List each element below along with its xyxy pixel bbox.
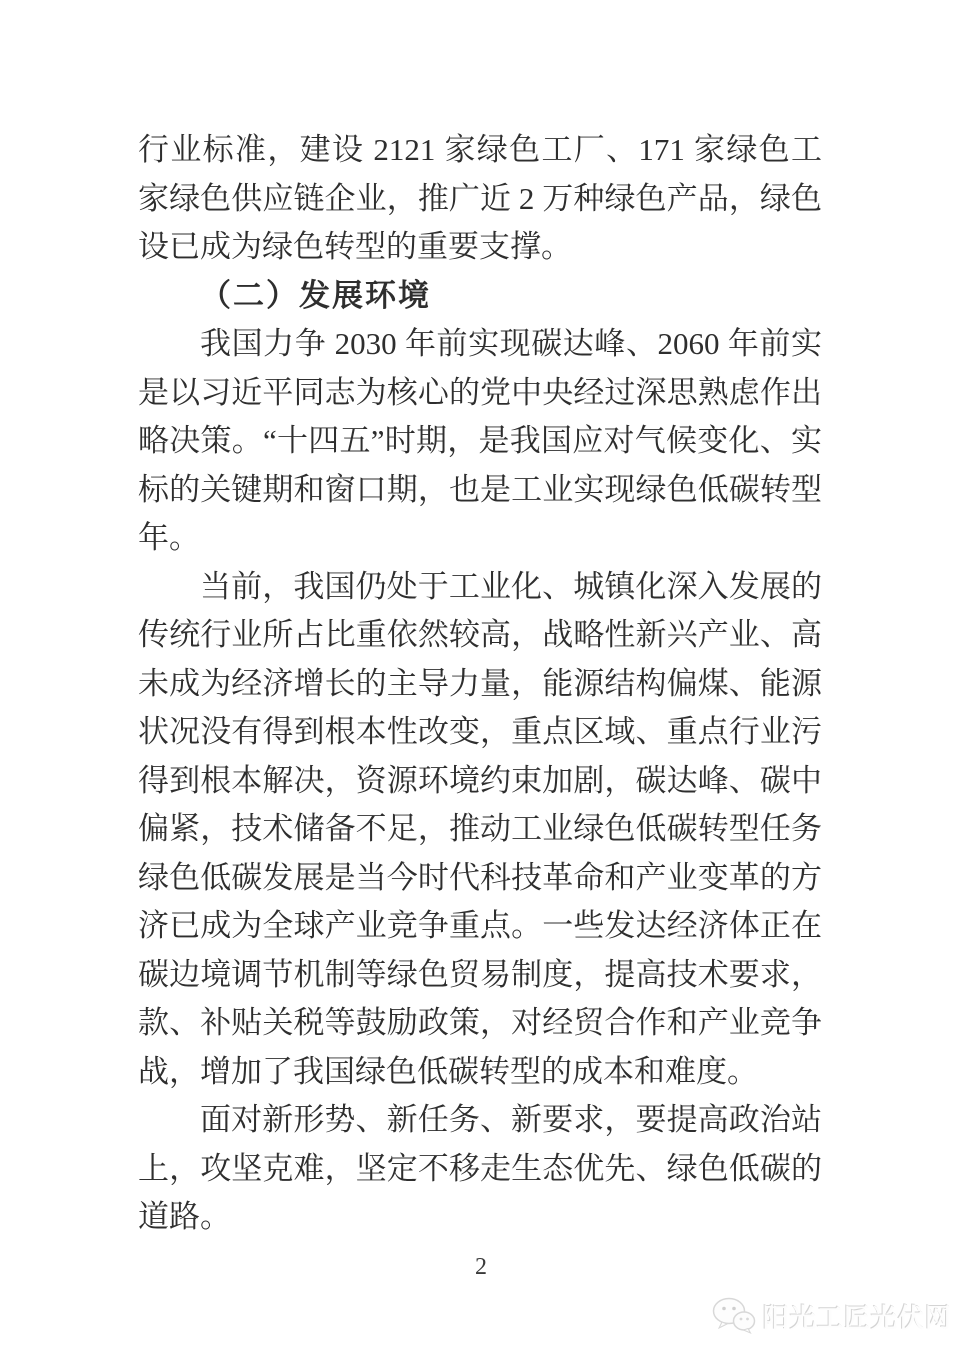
text-line: 偏紧，技术储备不足，推动工业绿色低碳转型任务: [138, 811, 822, 846]
text-line: 年。: [138, 520, 200, 555]
wechat-icon: [712, 1297, 756, 1335]
text-line: 绿色低碳发展是当今时代科技革命和产业变革的方: [138, 859, 822, 895]
text-line: 道路。: [138, 1199, 231, 1234]
text-line: 是以习近平同志为核心的党中央经过深思熟虑作出: [138, 374, 822, 410]
section-heading: （二）发展环境: [200, 277, 431, 313]
text-line: 状况没有得到根本性改变，重点区域、重点行业污: [138, 714, 822, 749]
text-line: 未成为经济增长的主导力量，能源结构偏煤、能源: [138, 665, 822, 701]
text-line: 济已成为全球产业竞争重点。一些发达经济体正在: [138, 908, 822, 943]
page-number: 2: [475, 1254, 487, 1280]
text-line: 当前，我国仍处于工业化、城镇化深入发展的: [200, 568, 822, 604]
text-line: 设已成为绿色转型的重要支撑。: [138, 229, 572, 264]
text-line: 标的关键期和窗口期，也是工业实现绿色低碳转型: [138, 471, 822, 507]
text-line: 款、补贴关税等鼓励政策，对经贸合作和产业竞争: [138, 1005, 822, 1040]
text-line: 家绿色供应链企业，推广近 2 万种绿色产品，绿色: [138, 180, 822, 216]
text-line: 略决策。“十四五”时期，是我国应对气候变化、实: [138, 423, 822, 458]
document-body: [138, 126, 822, 1242]
text-line: 得到根本解决，资源环境约束加剧，碳达峰、碳中: [138, 762, 822, 798]
text-line: 上，攻坚克难，坚定不移走生态优先、绿色低碳的: [138, 1150, 822, 1186]
text-line: 我国力争 2030 年前实现碳达峰、2060 年前实: [200, 326, 822, 361]
watermark: [712, 1297, 952, 1335]
text-line: 战，增加了我国绿色低碳转型的成本和难度。: [138, 1053, 758, 1089]
text-line: 面对新形势、新任务、新要求，要提高政治站: [200, 1102, 822, 1137]
text-line: 碳边境调节机制等绿色贸易制度，提高技术要求，: [138, 956, 822, 992]
text-line: 行业标准，建设 2121 家绿色工厂、171 家绿色工: [138, 132, 822, 167]
text-line: 传统行业所占比重依然较高，战略性新兴产业、高: [138, 617, 822, 652]
watermark-label: 阳光工匠光伏网: [763, 1302, 953, 1333]
